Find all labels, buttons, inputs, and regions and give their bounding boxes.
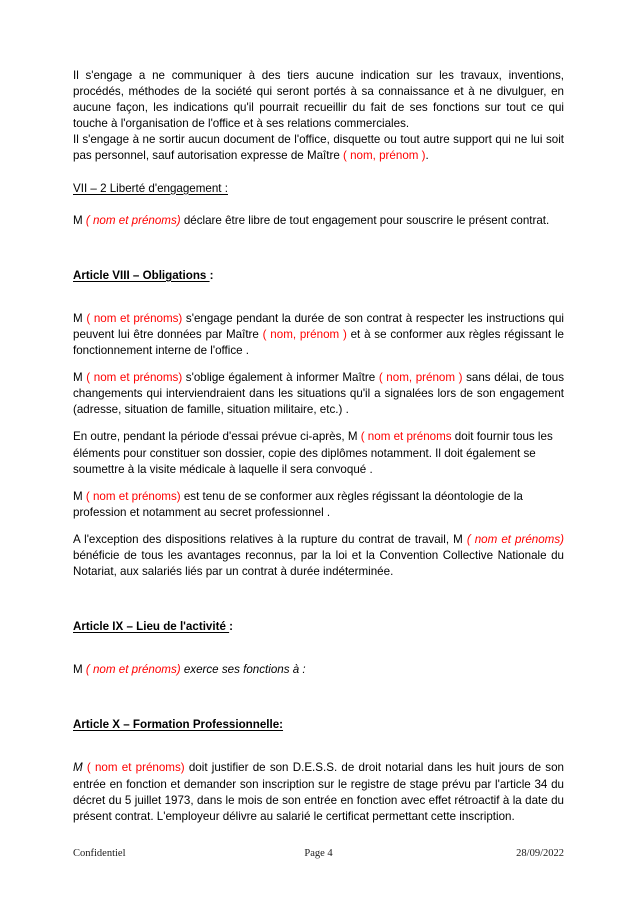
spacer [73, 165, 564, 181]
heading-vii-2-liberte-engagement: VII – 2 Liberté d'engagement : [73, 181, 228, 195]
placeholder-nom-prenoms: ( nom et prénoms) [86, 371, 183, 385]
text-run: M [73, 213, 86, 227]
text-run: est tenu de se conformer aux règles régissant la déontologie de la profession et notamment au secret professionnel . [73, 489, 523, 519]
placeholder-nom-prenoms: ( nom et prénoms) [85, 663, 181, 677]
text-run: M [73, 371, 87, 385]
placeholder-nom-prenom: ( nom, prénom ) [378, 371, 463, 385]
text-run: doit justifier de son D.E.S.S. de droit notarial dans les huit jours de son entrée en fonction et demander son inscription sur le registre de stage prévu par l'article 34 du décret du 5 juillet 1973, dans le mois de son entrée en fonction avec effet rétroactif à la date du présent contrat. L'employeur délivre au salarié le certificat permettant cette inscription. [73, 761, 565, 823]
placeholder-nom-prenom: ( nom, prénom ) [262, 327, 347, 341]
text-run: et à se conformer aux règles régissant le fonctionnement interne de l'office . [73, 327, 564, 358]
text-run-initial: M [73, 761, 83, 775]
text-run: M [73, 663, 86, 677]
paragraph-obligations-information [73, 370, 564, 418]
heading-row-article-x [73, 717, 564, 733]
heading-article-x-formation-professionnelle: Article X – Formation Professionnelle: [73, 718, 284, 732]
placeholder-nom-prenoms: ( nom et prénoms) [466, 532, 565, 546]
spacer [73, 197, 564, 213]
paragraph-confidentialite-documents [73, 132, 564, 164]
text-run: déclare être libre de tout engagement pour souscrire le présent contrat. [180, 213, 550, 227]
paragraph-confidentialite-travaux [73, 68, 564, 132]
text-run: sans délai, de tous changements qui interviendraient dans les situations qu'il a signalées lors de son engagement (adresse, situation de famille, situation militaire, etc.) . [73, 371, 564, 417]
spacer [73, 678, 564, 717]
placeholder-nom-prenoms: ( nom et prénoms [360, 430, 452, 444]
spacer [73, 478, 564, 489]
paragraph-obligations-convention-collective [73, 532, 564, 580]
paragraph-obligations-periode-essai [73, 429, 564, 477]
page-footer [73, 848, 564, 859]
spacer [73, 521, 564, 532]
spacer [73, 284, 564, 311]
footer-page-number: Page 4 [304, 848, 333, 859]
placeholder-nom-prenoms: ( nom et prénoms) [86, 311, 183, 325]
text-run: . [425, 149, 429, 163]
text-run: s'oblige également à informer Maître [182, 371, 379, 385]
placeholder-nom-prenoms: ( nom et prénoms) [85, 489, 181, 503]
text-run: doit fournir tous les éléments pour constituer son dossier, copie des diplômes notamment. Il doit également se soumettre à la visite médicale à laquelle il sera convoqué . [73, 430, 553, 476]
spacer [73, 418, 564, 429]
text-run: M [73, 489, 86, 503]
heading-row-article-viii [73, 268, 564, 284]
paragraph-lieu-activite [73, 662, 564, 678]
heading-row-article-ix [73, 619, 564, 635]
spacer [73, 359, 564, 370]
text-run: M [73, 311, 87, 325]
footer-confidentiality-label: Confidentiel [73, 848, 126, 859]
heading-article-viii-obligations: Article VIII – Obligations [73, 268, 210, 282]
paragraph-obligations-instructions [73, 311, 564, 359]
text-run: exerce ses fonctions à : [180, 663, 306, 677]
heading-article-ix-colon: : [229, 620, 233, 634]
text-run: Il s'engage à ne sortir aucun document de l'office, disquette ou tout autre support qui ne lui soit pas personnel, sauf autorisation expresse de Maître [73, 133, 564, 163]
heading-article-ix-lieu-activite: Article IX – Lieu de l'activité [73, 620, 230, 634]
footer-date: 28/09/2022 [516, 848, 564, 859]
spacer [73, 733, 564, 760]
document-body [73, 68, 564, 825]
paragraph-liberte-engagement [73, 213, 564, 229]
placeholder-nom-prenoms: ( nom et prénoms) [85, 213, 181, 227]
placeholder-nom-prenoms: ( nom et prénoms) [86, 761, 185, 775]
spacer [73, 580, 564, 619]
text-run: Il s'engage a ne communiquer à des tiers aucune indication sur les travaux, inventions, procédés, méthodes de la société qui seront portés à sa connaissance et à ne divulguer, en aucune façon, les indications qu'il pourrait recueillir du fait de ses fonctions sur tout ce qui touche à l'organisation de l'office et à ses relations commerciales. [73, 69, 564, 131]
placeholder-nom-prenom: ( nom, prénom ) [343, 149, 426, 163]
text-run: En outre, pendant la période d'essai prévue ci-après, M [73, 430, 361, 444]
spacer [73, 229, 564, 268]
paragraph-obligations-deontologie [73, 489, 564, 521]
spacer [73, 635, 564, 662]
text-run: A l'exception des dispositions relatives à la rupture du contrat de travail, M [73, 532, 467, 546]
text-run: s'engage pendant la durée de son contrat à respecter les instructions qui peuvent lui être données par Maître [73, 311, 564, 341]
heading-row-vii-2 [73, 181, 564, 197]
heading-article-viii-colon: : [209, 268, 214, 282]
text-run: bénéficie de tous les avantages reconnus, par la loi et la Convention Collective Nationale du Notariat, aux salariés liés par un contrat à durée indéterminée. [73, 548, 564, 579]
paragraph-formation-professionnelle [73, 760, 564, 824]
